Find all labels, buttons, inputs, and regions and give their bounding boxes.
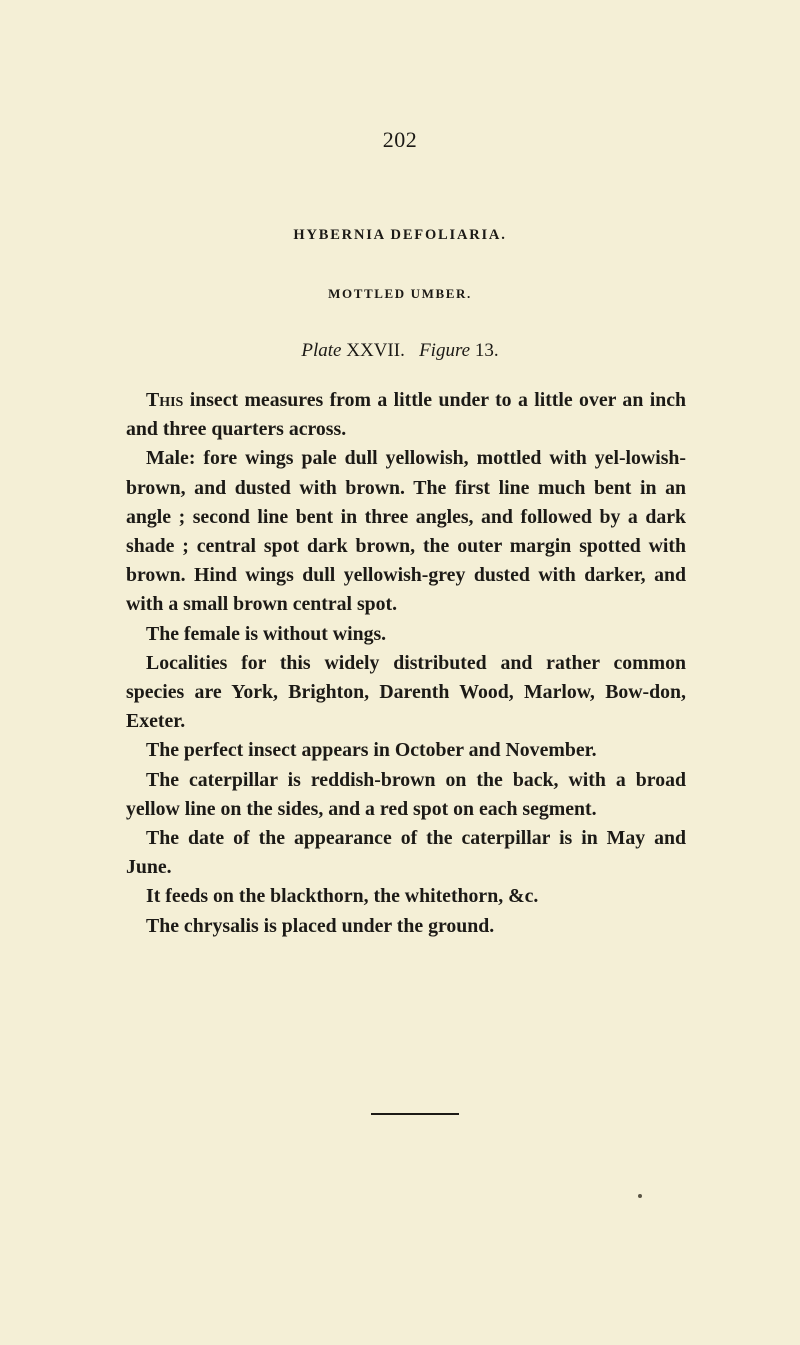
- paragraph-female: The female is without wings.: [146, 622, 387, 645]
- paragraph-male: Male: fore wings pale dull yellowish, mottled with yel-lowish-brown, and dusted with brown. The first line much bent in an angle ; second line bent in three angles, and followed by a dark shade ; central spot dark brown, the outer margin spotted with brown. Hind wings dull yellowish-grey dusted with darker, and with a small brown central spot.: [126, 447, 686, 616]
- figure-label: Figure: [419, 340, 471, 361]
- description-body: [126, 386, 686, 941]
- paragraph-food: It feeds on the blackthorn, the whitethorn, &c.: [146, 885, 539, 908]
- section-divider: [371, 1113, 459, 1115]
- plate-label: Plate: [301, 340, 342, 361]
- paragraph-appearance: The perfect insect appears in October and November.: [146, 739, 597, 762]
- figure-number: 13.: [474, 340, 499, 361]
- paragraph-text: insect measures from a little under to a little over an inch and three quarters across.: [126, 389, 686, 441]
- species-title: HYBERNIA DEFOLIARIA.: [293, 227, 507, 243]
- page-number: 202: [382, 127, 418, 152]
- paragraph-localities: Localities for this widely distributed and rather common species are York, Brighton, Darenth Wood, Marlow, Bow-don, Exeter.: [126, 651, 686, 733]
- common-name: MOTTLED UMBER.: [328, 286, 472, 301]
- paragraph-size: [126, 386, 686, 444]
- paragraph-caterpillar-date: The date of the appearance of the caterpillar is in May and June.: [126, 827, 686, 879]
- paragraph-caterpillar: The caterpillar is reddish-brown on the back, with a broad yellow line on the sides, and a red spot on each segment.: [126, 768, 686, 820]
- plate-number: XXVII.: [346, 340, 405, 361]
- paragraph-chrysalis: The chrysalis is placed under the ground.: [146, 914, 495, 937]
- plate-reference: [0, 340, 800, 362]
- paragraph-lead-word: This: [146, 389, 184, 411]
- print-speck: [638, 1194, 642, 1198]
